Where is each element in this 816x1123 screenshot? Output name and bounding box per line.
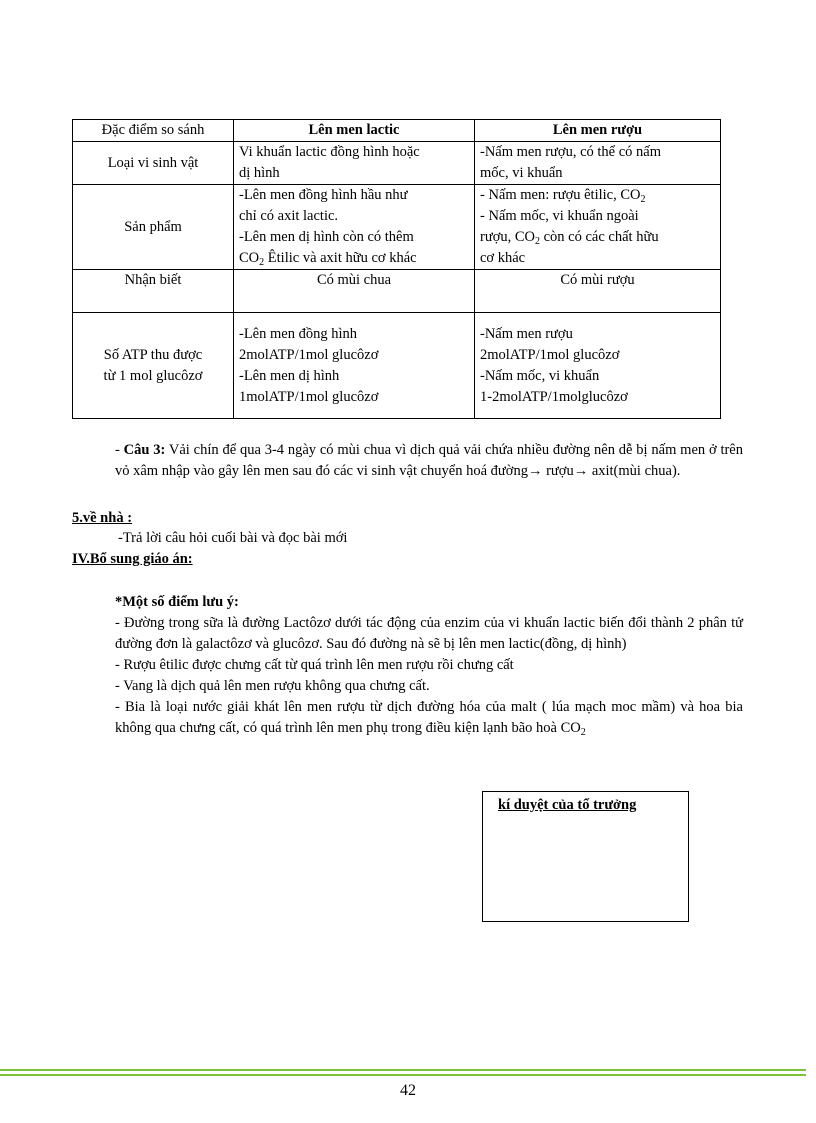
signature-box [482, 791, 689, 922]
homework-heading: 5.về nhà : [72, 510, 133, 526]
table-header-row [73, 120, 721, 142]
table-row-microbe [73, 142, 721, 185]
footer-line-top [0, 1069, 806, 1071]
answer-text: Vải chín để qua 3-4 ngày có mùi chua vì dịch quả vải chứa nhiều đường nên dễ bị nấm men ở trên vỏ xâm nhập vào gây lên men sau đó các vi sinh vật chuyển hoá đường→ rượu→ axit(mùi chua). [115, 442, 743, 479]
cell-product-lactic: -Lên men đồng hình hầu như chỉ có axit lactic. -Lên men dị hình còn có thêm $CO_2$ Êtilic và axit hữu cơ khác [234, 185, 475, 270]
cell-product-alcohol: - Nấm men: rượu êtilic, $CO_2$ - Nấm mốc, vi khuẩn ngoài rượu, $CO_2$ còn có các chất hữu cơ khác [475, 185, 721, 270]
cell-microbe-alcohol: -Nấm men rượu, có thể có nấm mốc, vi khuẩn [475, 142, 721, 185]
row-label-product: Sản phẩm [73, 185, 234, 270]
signature-title: kí duyệt của tổ trưởng [498, 797, 637, 813]
cell-atp-lactic: -Lên men đồng hình 2molATP/1mol glucôzơ -Lên men dị hình 1molATP/1mol glucôzơ [234, 313, 475, 419]
answer-paragraph: - Câu 3: Vải chín để qua 3-4 ngày có mùi chua vì dịch quả vải chứa nhiều đường nên dễ bị nấm men ở trên vỏ xâm nhập vào gây lên men sau đó các vi sinh vật chuyển hoá đường→ rượu→ axit(mùi chua). [115, 442, 743, 479]
cell-identify-lactic: Có mùi chua [234, 270, 475, 313]
row-label-atp: Số ATP thu được từ 1 mol glucôzơ [73, 313, 234, 419]
notes-title: *Một số điểm lưu ý: [115, 594, 239, 610]
supplement-heading: IV.Bổ sung giáo án: [72, 551, 193, 567]
row-label-identify: Nhận biết [73, 270, 234, 313]
note-item: - Đường trong sữa là đường Lactôzơ dưới tác động của enzim của vi khuẩn lactic biến đổi thành 2 phân tử đường đơn là galactôzơ và glucôzơ. Sau đó đường nà sẽ bị lên men lactic(đồng, dị hình) [115, 615, 743, 652]
header-alcohol: Lên men rượu [475, 120, 721, 142]
footer-line-bottom [0, 1074, 806, 1076]
header-criteria: Đặc điểm so sánh [73, 120, 234, 142]
header-lactic: Lên men lactic [234, 120, 475, 142]
cell-atp-alcohol: -Nấm men rượu 2molATP/1mol glucôzơ -Nấm mốc, vi khuẩn 1-2molATP/1molglucôzơ [475, 313, 721, 419]
note-item: - Bia là loại nước giải khát lên men rượu từ dịch đường hóa của malt ( lúa mạch moc mầm) và hoa bia không qua chưng cất, có quá trình lên men phụ trong điều kiện lạnh bão hoà $CO_2$ [115, 699, 743, 738]
row-label-microbe: Loại vi sinh vật [73, 142, 234, 185]
page-number: 42 [400, 1082, 416, 1099]
table-row-atp [73, 313, 721, 419]
table-row-identify [73, 270, 721, 313]
notes-list [115, 613, 743, 739]
comparison-table [72, 119, 721, 419]
answer-label: Câu 3: [123, 442, 166, 458]
table-row-product [73, 185, 721, 270]
note-item: - Rượu êtilic được chưng cất từ quá trình lên men rượu rồi chưng cất [115, 657, 514, 673]
homework-text: -Trả lời câu hỏi cuối bài và đọc bài mới [118, 530, 348, 546]
cell-microbe-lactic: Vi khuẩn lactic đồng hình hoặc dị hình [234, 142, 475, 185]
cell-identify-alcohol: Có mùi rượu [475, 270, 721, 313]
note-item: - Vang là dịch quả lên men rượu không qua chưng cất. [115, 678, 430, 694]
